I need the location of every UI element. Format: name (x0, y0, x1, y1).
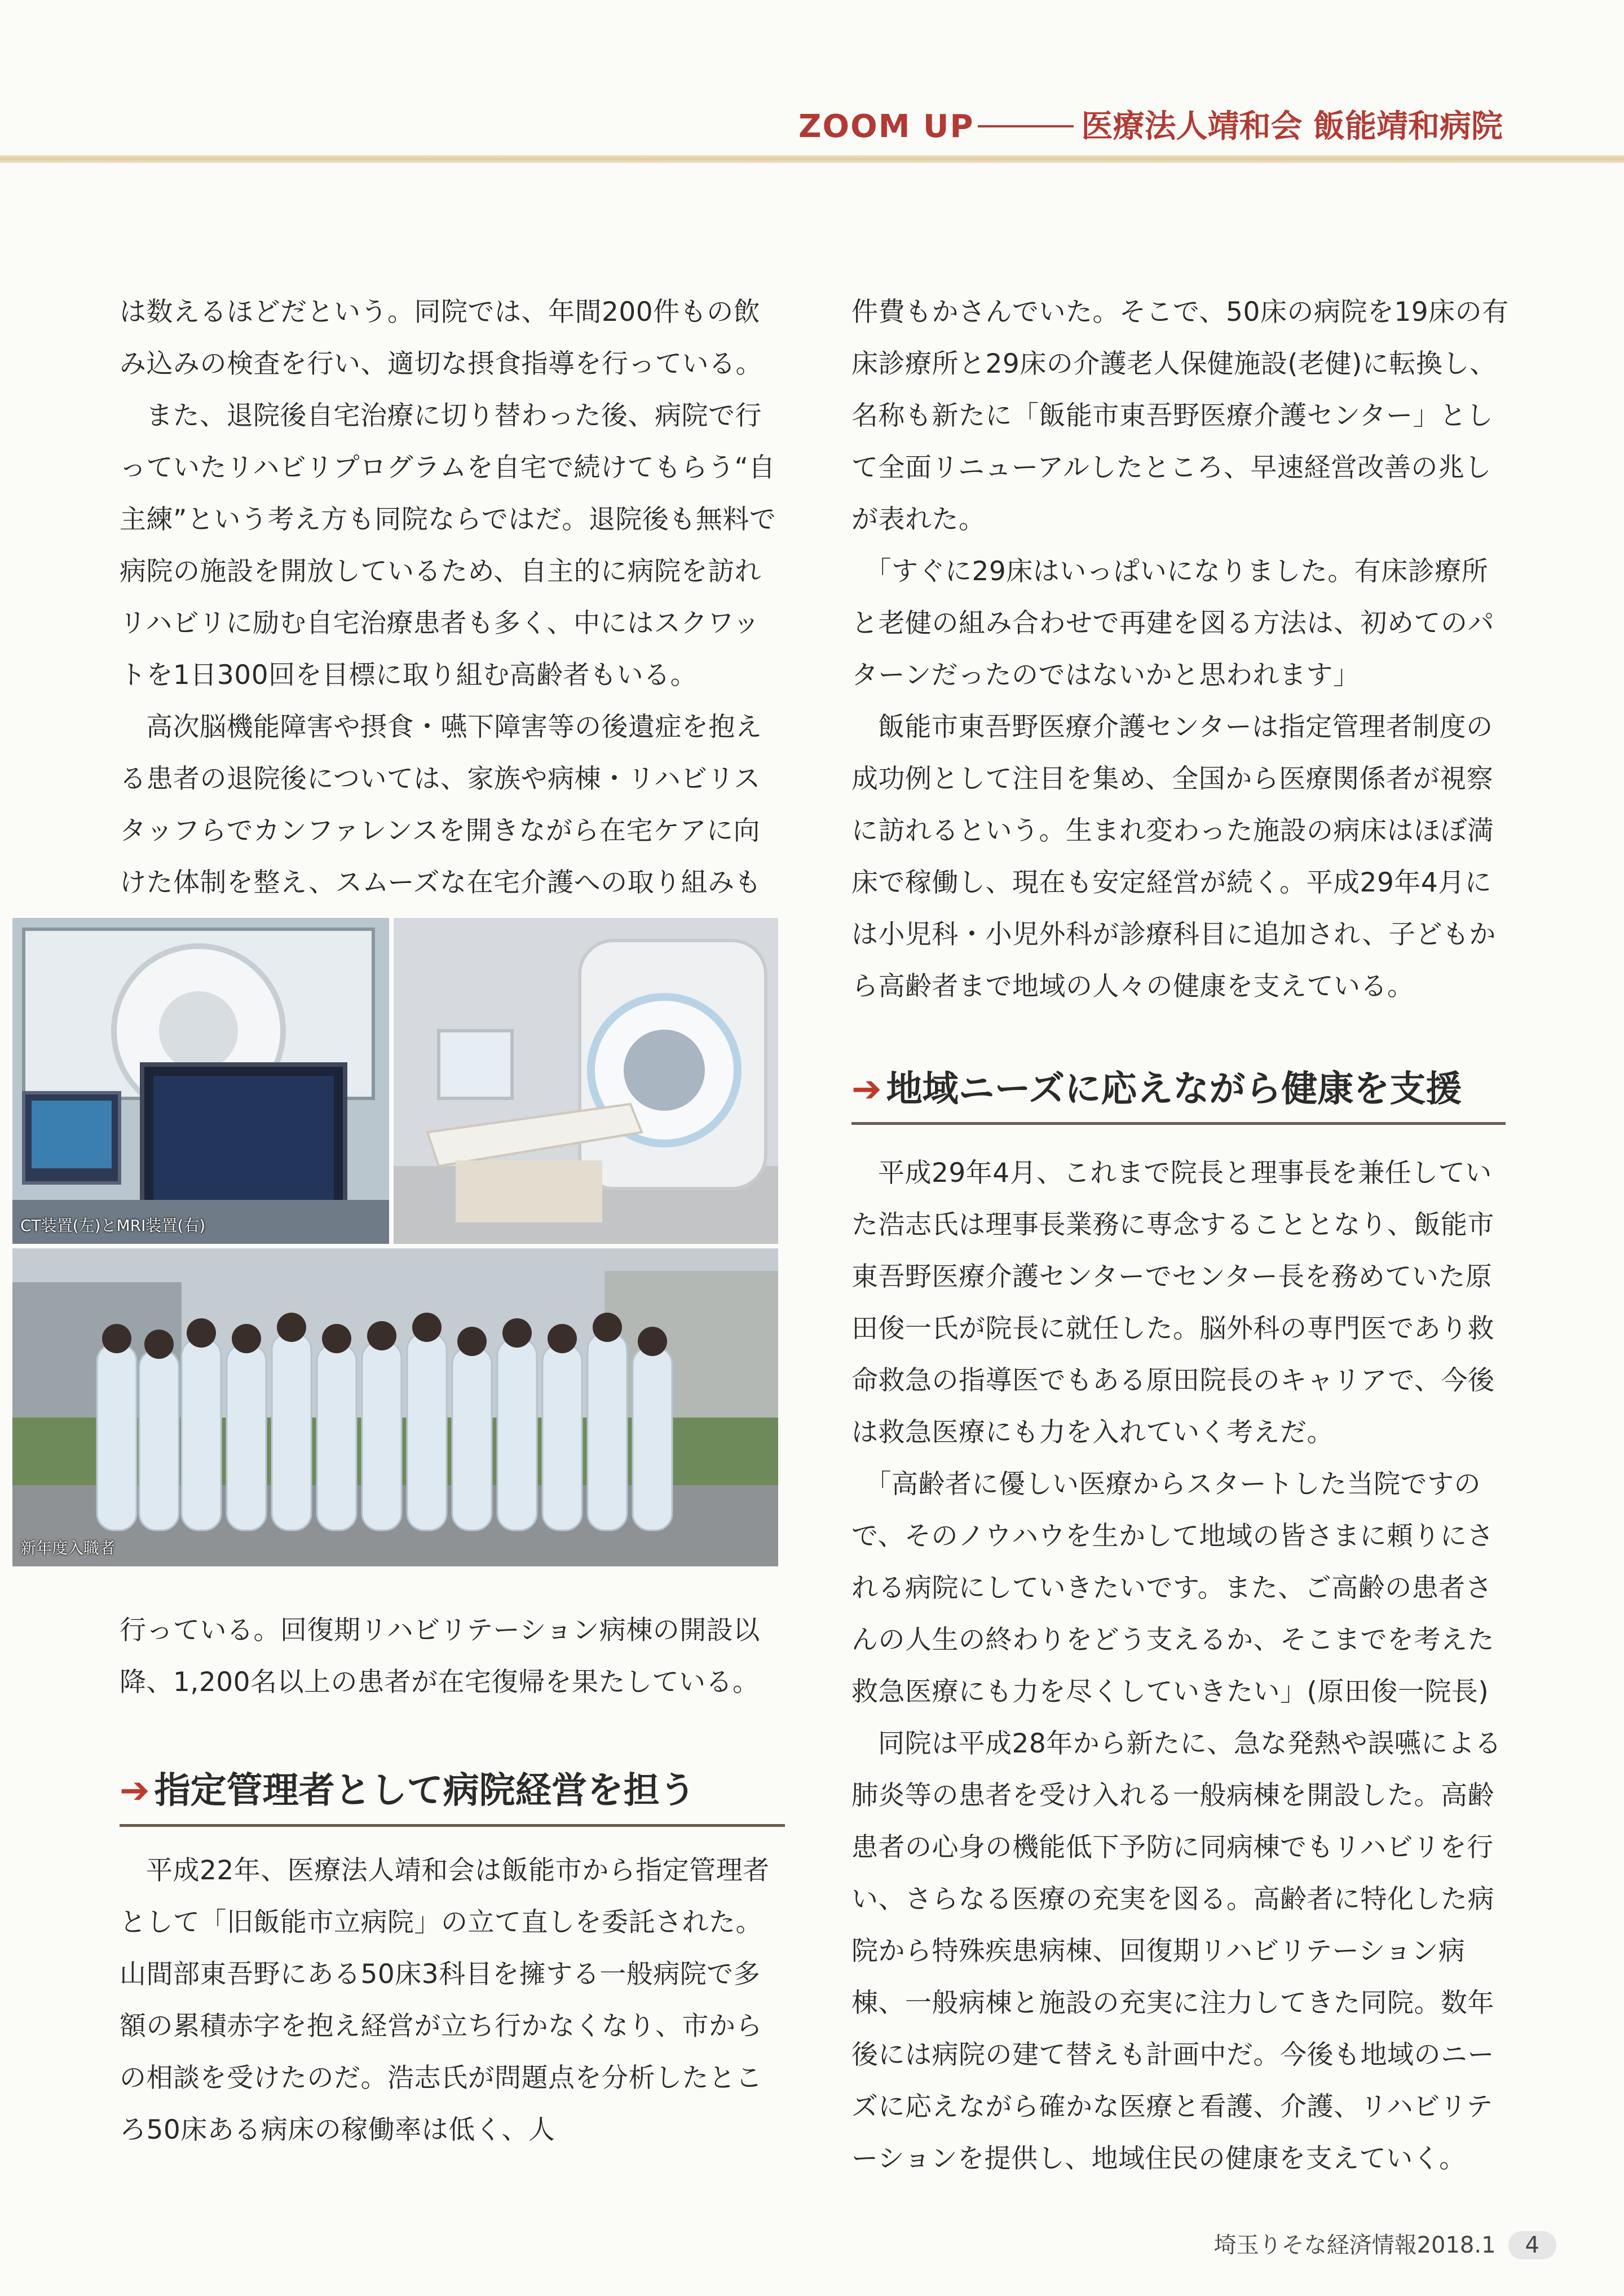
section-heading-text: 指定管理者として病院経営を担う (154, 1770, 696, 1812)
arrow-right-icon: ➔ (120, 1770, 150, 1812)
paragraph: は数えるほどだという。同院では、年間200件もの飲み込みの検査を行い、適切な摂食指導を行っている。 (120, 297, 762, 379)
section2-body (851, 1147, 1511, 2185)
publication-name: 埼玉りそな経済情報2018.1 (1213, 2232, 1496, 2258)
paragraph: 同院は平成28年から新たに、急な発熱や誤嚥による肺炎等の患者を受け入れる一般病棟を開設した。高齢患者の心身の機能低下予防に同病棟でもリハビリを行い、さらなる医療の充実を図る。高齢者に特化した病院から特殊疾患病棟、回復期リハビリテーション病棟、一般病棟と施設の充実に注力してきた同院。数年後には病院の建て替えも計画中だ。今後も地域のニーズに応えながら確かな医療と看護、介護、リハビリテーションを提供し、地域住民の健康を支えていく。 (851, 1728, 1502, 2174)
section-heading-community (851, 1060, 1462, 1112)
new-staff-group-photo (12, 1248, 778, 1566)
page-header (0, 101, 1624, 169)
section-rule (120, 1824, 785, 1827)
photo-caption: 新年度入職者 (20, 1539, 116, 1557)
hospital-name: 医療法人靖和会 飯能靖和病院 (1081, 108, 1503, 145)
page-footer (1214, 2227, 1556, 2259)
paragraph: 飯能市東吾野医療介護センターは指定管理者制度の成功例として注目を集め、全国から医療関係者が視察に訪れるという。生まれ変わった施設の病床はほぼ満床で稼働し、現在も安定経営が続く。平成29年4月には小児科・小児外科が診療科目に追加され、子どもから高齢者まで地域の人々の健康を支えている。 (851, 712, 1496, 1002)
photo-caption: CT装置(左)とMRI装置(右) (20, 1216, 206, 1235)
quote-paragraph: 「高齢者に優しい医療からスタートした当院ですので、そのノウハウを生かして地域の皆さまに頼りにされる病院にしていきたいです。また、ご高齢の患者さんの人生の終わりをどう支えるか、そこまでを考えた救急医療にも力を尽くしていきたい」(原田俊一院長) (851, 1469, 1494, 1707)
header-title (798, 101, 1503, 147)
paragraph: 行っている。回復期リハビリテーション病棟の開設以降、1,200名以上の患者が在宅復帰を果たしている。 (120, 1615, 760, 1698)
paragraph: また、退院後自宅治療に切り替わった後、病院で行っていたリハビリプログラムを自宅で続けてもらう“自主練”という考え方も同院ならではだ。退院後も無料で病院の施設を開放しているため、自主的に病院を訪れリハビリに励む自宅治療患者も多く、中にはスクワットを1日300回を目標に取り組む高齢者もいる。 (120, 400, 776, 691)
left-column-top-text (120, 286, 785, 909)
ct-scanner-photo (12, 918, 389, 1244)
paragraph: 平成22年、医療法人靖和会は飯能市から指定管理者として「旧飯能市立病院」の立て直しを委託された。山間部東吾野にある50床3科目を擁する一般病院で多額の累積赤字を抱え経営が立ち行かなくなり、市からの相談を受けたのだ。浩志氏が問題点を分析したところ50床ある病床の稼働率は低く、人 (120, 1855, 770, 2145)
staff-group-illustration (12, 1248, 778, 1566)
mri-scanner-illustration (394, 918, 778, 1244)
paragraph: 平成29年4月、これまで院長と理事長を兼任していた浩志氏は理事長業務に専念することとなり、飯能市東吾野医療介護センターでセンター長を務めていた原田俊一氏が院長に就任した。脳外科の専門医であり救命救急の指導医でもある原田院長のキャリアで、今後は救急医療にも力を入れていく考えだ。 (851, 1158, 1495, 1448)
quote-paragraph: 「すぐに29床はいっぱいになりました。有床診療所と老健の組み合わせで再建を図る方法は、初めてのパターンだったのではないかと思われます」 (851, 556, 1494, 691)
ct-scanner-illustration (12, 918, 389, 1244)
section-rule (851, 1122, 1506, 1125)
header-rule (0, 155, 1624, 163)
section-heading-management (120, 1761, 696, 1813)
page-number: 4 (1508, 2231, 1556, 2259)
left-column-continuation (120, 1605, 785, 1708)
section-heading-text: 地域ニーズに応えながら健康を支援 (886, 1068, 1462, 1110)
right-column-top-text (851, 286, 1511, 1013)
paragraph: 高次脳機能障害や摂食・嚥下障害等の後遺症を抱える患者の退院後については、家族や病棟・リハビリスタッフらでカンファレンスを開きながら在宅ケアに向けた体制を整え、スムーズな在宅介護への取り組みも (120, 712, 762, 898)
zoom-up-label: ZOOM UP (798, 108, 974, 145)
photo-grid (12, 918, 778, 1566)
paragraph: 件費もかさんでいた。そこで、50床の病院を19床の有床診療所と29床の介護老人保健施設(老健)に転換し、名称も新たに「飯能市東吾野医療介護センター」として全面リニューアルしたところ、早速経営改善の兆しが表れた。 (851, 297, 1509, 535)
arrow-right-icon: ➔ (851, 1068, 882, 1110)
section1-body (120, 1845, 785, 2156)
header-dash (978, 125, 1074, 127)
mri-scanner-photo (394, 918, 778, 1244)
